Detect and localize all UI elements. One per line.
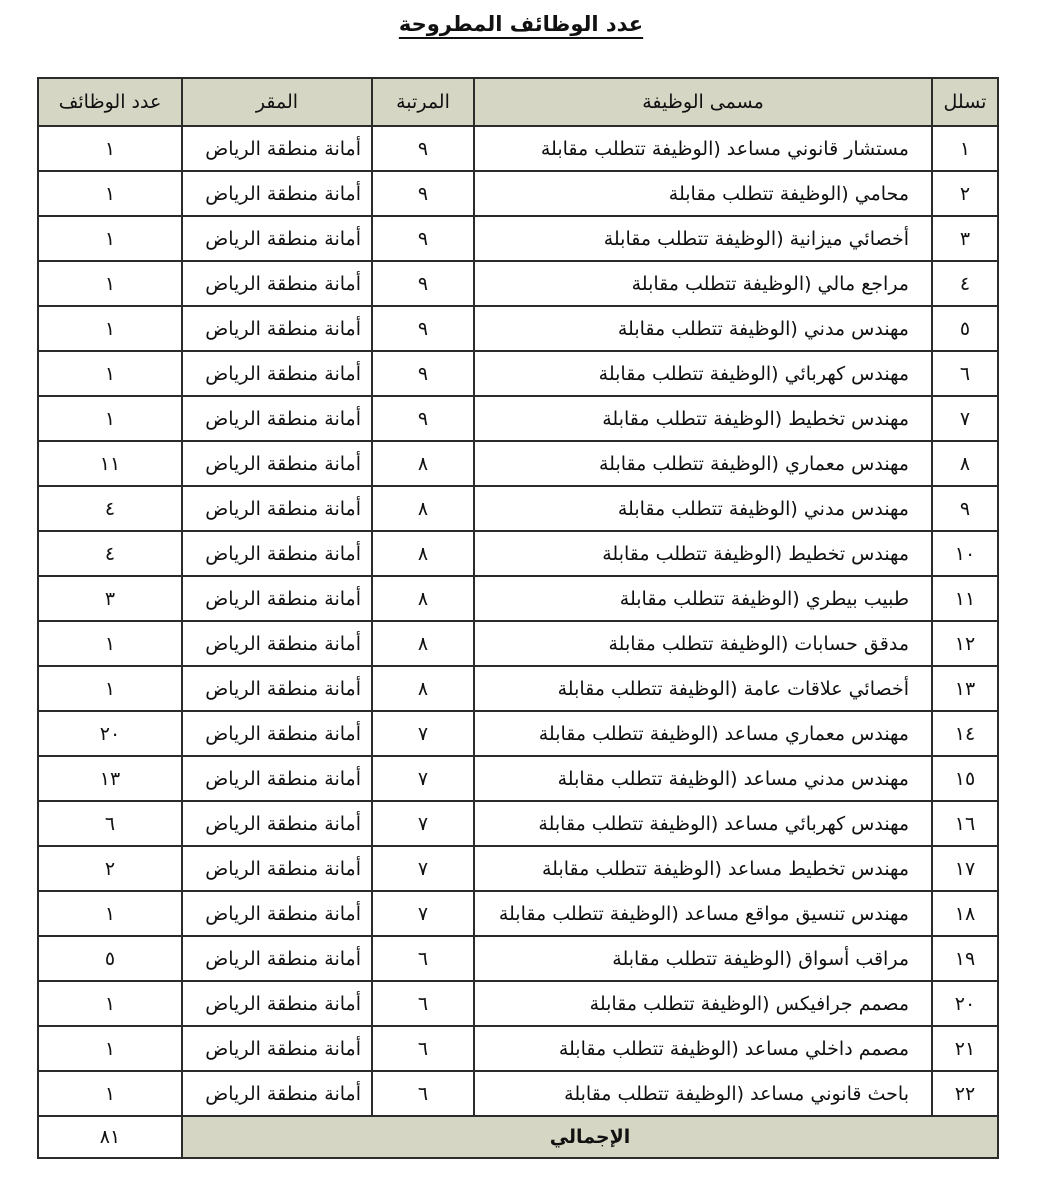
- cell-location: أمانة منطقة الرياض: [182, 711, 372, 756]
- cell-count: ١: [38, 126, 182, 171]
- cell-count: ١: [38, 1026, 182, 1071]
- cell-job-title: مدقق حسابات (الوظيفة تتطلب مقابلة: [474, 621, 932, 666]
- cell-count: ١٣: [38, 756, 182, 801]
- table-row: [38, 396, 998, 441]
- cell-serial: ١٨: [932, 891, 998, 936]
- cell-count: ١: [38, 306, 182, 351]
- cell-serial: ١٧: [932, 846, 998, 891]
- cell-grade: ٩: [372, 351, 474, 396]
- cell-location: أمانة منطقة الرياض: [182, 441, 372, 486]
- cell-location: أمانة منطقة الرياض: [182, 1026, 372, 1071]
- cell-count: ١: [38, 171, 182, 216]
- cell-grade: ٧: [372, 711, 474, 756]
- cell-serial: ١٤: [932, 711, 998, 756]
- cell-grade: ٩: [372, 171, 474, 216]
- table-row: [38, 441, 998, 486]
- table-row: [38, 711, 998, 756]
- cell-count: ١: [38, 1071, 182, 1116]
- table-row: [38, 1071, 998, 1116]
- cell-serial: ٦: [932, 351, 998, 396]
- cell-grade: ٩: [372, 126, 474, 171]
- table-row: [38, 621, 998, 666]
- cell-serial: ٢١: [932, 1026, 998, 1071]
- table-body: [38, 126, 998, 1116]
- cell-job-title: باحث قانوني مساعد (الوظيفة تتطلب مقابلة: [474, 1071, 932, 1116]
- cell-location: أمانة منطقة الرياض: [182, 126, 372, 171]
- cell-count: ١: [38, 666, 182, 711]
- cell-location: أمانة منطقة الرياض: [182, 981, 372, 1026]
- cell-job-title: أخصائي علاقات عامة (الوظيفة تتطلب مقابلة: [474, 666, 932, 711]
- cell-grade: ٧: [372, 756, 474, 801]
- cell-location: أمانة منطقة الرياض: [182, 396, 372, 441]
- cell-count: ٥: [38, 936, 182, 981]
- cell-serial: ٧: [932, 396, 998, 441]
- table-row: [38, 306, 998, 351]
- cell-grade: ٨: [372, 486, 474, 531]
- table-header-row: [38, 78, 998, 126]
- cell-serial: ٥: [932, 306, 998, 351]
- cell-location: أمانة منطقة الرياض: [182, 486, 372, 531]
- cell-grade: ٨: [372, 666, 474, 711]
- table-row: [38, 756, 998, 801]
- cell-location: أمانة منطقة الرياض: [182, 306, 372, 351]
- cell-job-title: مراقب أسواق (الوظيفة تتطلب مقابلة: [474, 936, 932, 981]
- cell-grade: ٩: [372, 306, 474, 351]
- cell-grade: ٩: [372, 216, 474, 261]
- cell-count: ١: [38, 351, 182, 396]
- header-grade: المرتبة: [372, 78, 474, 126]
- table-row: [38, 846, 998, 891]
- cell-serial: ٩: [932, 486, 998, 531]
- cell-location: أمانة منطقة الرياض: [182, 891, 372, 936]
- cell-grade: ٩: [372, 261, 474, 306]
- cell-job-title: مهندس تنسيق مواقع مساعد (الوظيفة تتطلب مقابلة: [474, 891, 932, 936]
- cell-location: أمانة منطقة الرياض: [182, 621, 372, 666]
- cell-serial: ٢٠: [932, 981, 998, 1026]
- jobs-table: [37, 77, 999, 1159]
- cell-job-title: مهندس مدني (الوظيفة تتطلب مقابلة: [474, 486, 932, 531]
- cell-count: ٦: [38, 801, 182, 846]
- cell-job-title: مهندس مدني (الوظيفة تتطلب مقابلة: [474, 306, 932, 351]
- cell-serial: ١٠: [932, 531, 998, 576]
- cell-count: ١: [38, 981, 182, 1026]
- cell-count: ٤: [38, 486, 182, 531]
- cell-location: أمانة منطقة الرياض: [182, 936, 372, 981]
- table-row: [38, 1026, 998, 1071]
- table-row: [38, 261, 998, 306]
- cell-job-title: مهندس معماري (الوظيفة تتطلب مقابلة: [474, 441, 932, 486]
- cell-serial: ١: [932, 126, 998, 171]
- cell-grade: ٧: [372, 801, 474, 846]
- cell-count: ١: [38, 261, 182, 306]
- cell-serial: ١٢: [932, 621, 998, 666]
- cell-serial: ١٦: [932, 801, 998, 846]
- cell-grade: ٨: [372, 441, 474, 486]
- table-row: [38, 351, 998, 396]
- total-row: [38, 1116, 998, 1158]
- cell-location: أمانة منطقة الرياض: [182, 756, 372, 801]
- table-row: [38, 126, 998, 171]
- cell-location: أمانة منطقة الرياض: [182, 801, 372, 846]
- cell-location: أمانة منطقة الرياض: [182, 351, 372, 396]
- cell-job-title: مستشار قانوني مساعد (الوظيفة تتطلب مقابلة: [474, 126, 932, 171]
- cell-grade: ٩: [372, 396, 474, 441]
- cell-job-title: مصمم داخلي مساعد (الوظيفة تتطلب مقابلة: [474, 1026, 932, 1071]
- cell-grade: ٨: [372, 531, 474, 576]
- cell-grade: ٦: [372, 1026, 474, 1071]
- table-row: [38, 216, 998, 261]
- table-row: [38, 891, 998, 936]
- table-row: [38, 171, 998, 216]
- table-row: [38, 801, 998, 846]
- header-location: المقر: [182, 78, 372, 126]
- cell-serial: ٣: [932, 216, 998, 261]
- page-title: عدد الوظائف المطروحة: [398, 12, 644, 36]
- cell-serial: ١٥: [932, 756, 998, 801]
- cell-count: ١: [38, 396, 182, 441]
- header-count: عدد الوظائف: [38, 78, 182, 126]
- table-row: [38, 666, 998, 711]
- total-count: ٨١: [38, 1116, 182, 1158]
- cell-count: ١: [38, 621, 182, 666]
- cell-job-title: طبيب بيطري (الوظيفة تتطلب مقابلة: [474, 576, 932, 621]
- cell-job-title: مهندس كهربائي مساعد (الوظيفة تتطلب مقابلة: [474, 801, 932, 846]
- cell-location: أمانة منطقة الرياض: [182, 216, 372, 261]
- cell-count: ١١: [38, 441, 182, 486]
- cell-location: أمانة منطقة الرياض: [182, 666, 372, 711]
- table-row: [38, 936, 998, 981]
- cell-grade: ٨: [372, 621, 474, 666]
- page-title-wrapper: [0, 12, 1042, 36]
- cell-location: أمانة منطقة الرياض: [182, 171, 372, 216]
- table-row: [38, 531, 998, 576]
- cell-location: أمانة منطقة الرياض: [182, 846, 372, 891]
- cell-job-title: مهندس مدني مساعد (الوظيفة تتطلب مقابلة: [474, 756, 932, 801]
- cell-job-title: مهندس تخطيط (الوظيفة تتطلب مقابلة: [474, 531, 932, 576]
- cell-job-title: مراجع مالي (الوظيفة تتطلب مقابلة: [474, 261, 932, 306]
- cell-count: ١: [38, 891, 182, 936]
- cell-grade: ٧: [372, 891, 474, 936]
- cell-serial: ١٩: [932, 936, 998, 981]
- cell-grade: ٨: [372, 576, 474, 621]
- cell-serial: ٤: [932, 261, 998, 306]
- header-job-title: مسمى الوظيفة: [474, 78, 932, 126]
- cell-count: ٤: [38, 531, 182, 576]
- cell-job-title: أخصائي ميزانية (الوظيفة تتطلب مقابلة: [474, 216, 932, 261]
- header-serial: تسلل: [932, 78, 998, 126]
- cell-count: ١: [38, 216, 182, 261]
- cell-location: أمانة منطقة الرياض: [182, 576, 372, 621]
- cell-job-title: مهندس معماري مساعد (الوظيفة تتطلب مقابلة: [474, 711, 932, 756]
- table-row: [38, 486, 998, 531]
- cell-grade: ٦: [372, 936, 474, 981]
- cell-location: أمانة منطقة الرياض: [182, 261, 372, 306]
- cell-serial: ٢: [932, 171, 998, 216]
- cell-job-title: مهندس كهربائي (الوظيفة تتطلب مقابلة: [474, 351, 932, 396]
- total-label: الإجمالي: [182, 1116, 998, 1158]
- cell-location: أمانة منطقة الرياض: [182, 531, 372, 576]
- cell-job-title: محامي (الوظيفة تتطلب مقابلة: [474, 171, 932, 216]
- cell-serial: ١٣: [932, 666, 998, 711]
- cell-job-title: مهندس تخطيط (الوظيفة تتطلب مقابلة: [474, 396, 932, 441]
- cell-count: ٢٠: [38, 711, 182, 756]
- cell-grade: ٧: [372, 846, 474, 891]
- cell-serial: ٢٢: [932, 1071, 998, 1116]
- table-row: [38, 981, 998, 1026]
- cell-job-title: مصمم جرافيكس (الوظيفة تتطلب مقابلة: [474, 981, 932, 1026]
- cell-count: ٢: [38, 846, 182, 891]
- cell-grade: ٦: [372, 981, 474, 1026]
- cell-grade: ٦: [372, 1071, 474, 1116]
- cell-job-title: مهندس تخطيط مساعد (الوظيفة تتطلب مقابلة: [474, 846, 932, 891]
- cell-count: ٣: [38, 576, 182, 621]
- cell-location: أمانة منطقة الرياض: [182, 1071, 372, 1116]
- table-row: [38, 576, 998, 621]
- cell-serial: ١١: [932, 576, 998, 621]
- cell-serial: ٨: [932, 441, 998, 486]
